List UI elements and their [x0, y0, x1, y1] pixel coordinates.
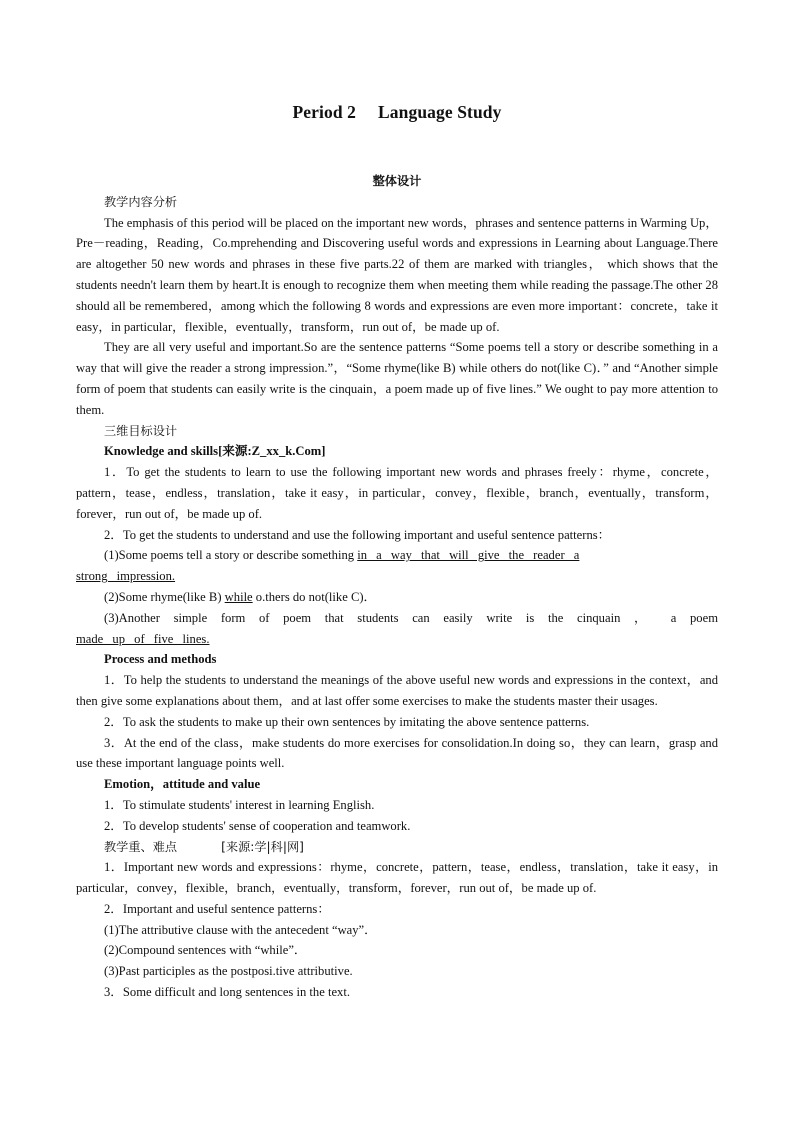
sentence-pattern-2: (2)Some rhyme(like B) while o.thers do not(like C)． [104, 589, 377, 604]
content-analysis-paragraph: The emphasis of this period will be placed on the important new words，phrases and sentence patterns in Warming Up，Pre－reading，Reading，Co.mprehending and Discovering useful words and expressions in Learning about Language.There are altogether 50 new words and phrases in these five parts.22 of them are marked with triangles， which shows that the students needn't learn them by heart.It is enough to recognize them when meeting them while reading the passage.The other 28 should all be remembered，among which the following 8 words and expressions are even more important：concrete，take it easy，in particular，flexible，eventually，transform，run out of，be made up of. [76, 215, 718, 334]
content-analysis-heading: 教学内容分析 [104, 194, 178, 209]
knowledge-skills-heading: Knowledge and skills[来源:Z_xx_k.Com] [104, 444, 326, 459]
emotion-item: 2．To develop students' sense of cooperation and teamwork. [104, 818, 411, 833]
key-points-heading: 教学重、难点 [来源:学|科|网] [104, 839, 304, 854]
section-heading: 整体设计 [372, 174, 422, 188]
process-methods-heading: Process and methods [104, 652, 217, 667]
key-point-item: 3．Some difficult and long sentences in the text. [104, 985, 350, 1000]
sentence-pattern-3-continued [76, 629, 718, 650]
key-point-subitem: (2)Compound sentences with “while”． [104, 943, 307, 958]
key-point-item: 2．Important and useful sentence patterns： [104, 901, 330, 916]
underlined-phrase: in a way that will give the reader a [357, 548, 580, 563]
underlined-phrase: while [224, 589, 253, 604]
key-point-item: 1．Important new words and expressions：rhyme，concrete，pattern，tease，endless，translation，take it easy，in particular，convey，flexible，branch，eventually，transform，forever，run out of，be made up of. [76, 860, 718, 896]
underlined-phrase: strong impression. [76, 569, 176, 584]
document-body [76, 171, 718, 1003]
page-title: Period 2 Language Study [292, 102, 502, 122]
goals-heading: 三维目标设计 [104, 423, 178, 438]
sentence-patterns-paragraph: They are all very useful and important.So are the sentence patterns “Some poems tell a story or describe something in a way that will give the reader a strong impression.”，“Some rhyme(like B) while others do not(like C)．” and “Another simple form of poem that students can easily write is the cinquain，a poem made up of five lines.” We ought to pay more attention to them. [76, 340, 718, 417]
underlined-phrase: made up of five lines. [76, 631, 210, 646]
emotion-heading: Emotion，attitude and value [104, 777, 261, 792]
process-item: 3．At the end of the class，make students do more exercises for consolidation.In doing so，they can learn，grasp and use these important language points well. [76, 735, 718, 771]
sentence-pattern-1: (1)Some poems tell a story or describe something in a way that will give the reader a strong impression. [76, 548, 580, 584]
knowledge-item: 2．To get the students to understand and use the following important and useful sentence patterns： [104, 527, 611, 542]
process-item: 2．To ask the students to make up their own sentences by imitating the above sentence patterns. [104, 714, 590, 729]
emotion-item: 1．To stimulate students' interest in learning English. [104, 797, 375, 812]
process-item: 1．To help the students to understand the meanings of the above useful new words and expressions in the context，and then give some explanations about them，and at last offer some exercises to make the students master their usages. [76, 673, 718, 708]
sentence-pattern-3: (3)Another simple form of poem that students can easily write is the cinquain ， a poem [104, 610, 718, 625]
key-point-subitem: (1)The attributive clause with the antecedent “way”． [104, 922, 377, 937]
key-point-subitem: (3)Past participles as the postposi.tive attributive. [104, 964, 353, 979]
knowledge-item: 1．To get the students to learn to use the following important new words and phrases freely：rhyme，concrete，pattern，tease，endless，translation，take it easy，in particular，convey，flexible，branch，eventually，transform，forever，run out of，be made up of. [76, 465, 718, 521]
